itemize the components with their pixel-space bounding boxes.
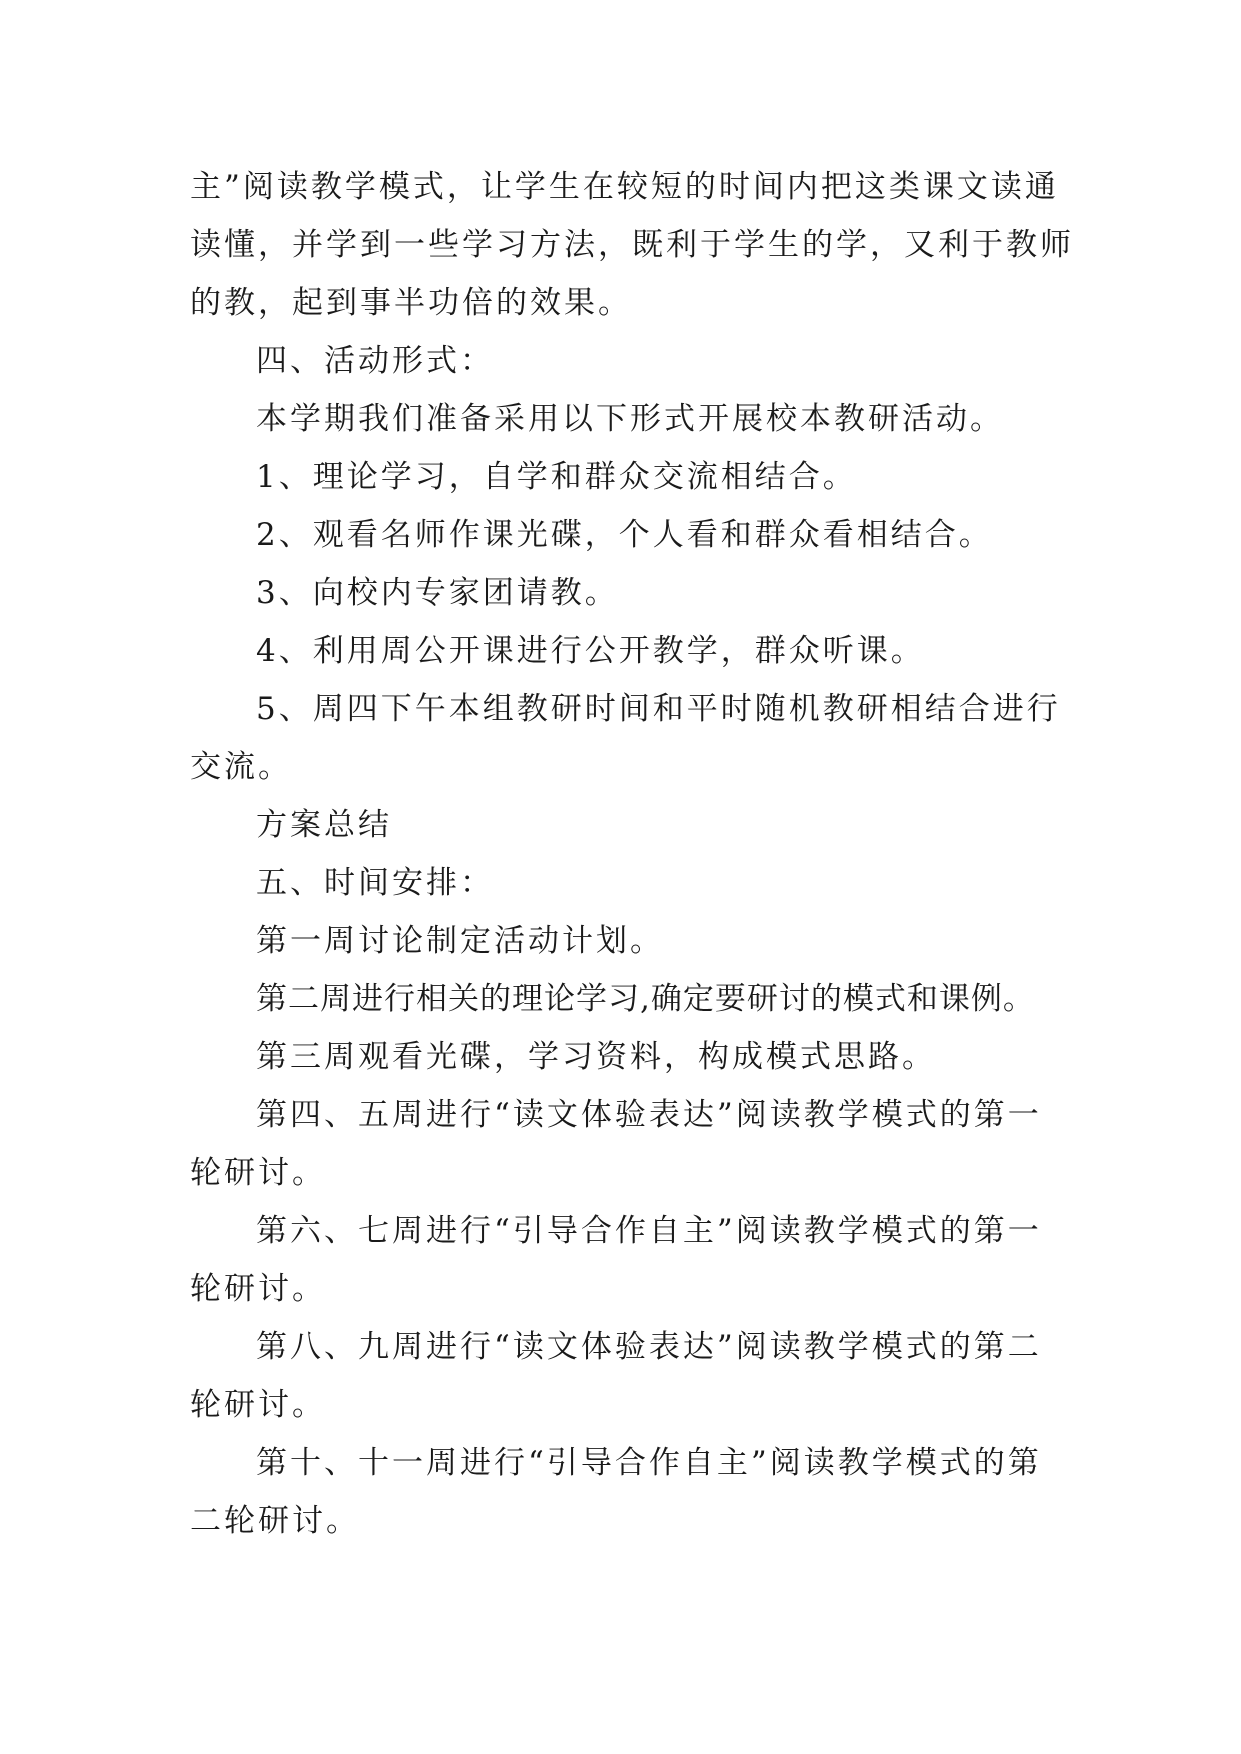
text-line: 轮研讨。 <box>190 1387 326 1423</box>
schedule-item-week-8-9 <box>190 1318 1055 1434</box>
text-line: 方案总结 <box>256 807 392 843</box>
text-line: 轮研讨。 <box>190 1271 326 1307</box>
text-line: 交流。 <box>190 749 292 785</box>
text-line: 第四、五周进行“读文体验表达”阅读教学模式的第一 <box>256 1097 1042 1133</box>
list-item-4 <box>190 622 1055 680</box>
paragraph-plan-summary <box>190 796 1055 854</box>
document-body <box>190 158 1074 1550</box>
text-line: 第六、七周进行“引导合作自主”阅读教学模式的第一 <box>256 1213 1042 1249</box>
section-heading-schedule <box>190 854 1055 912</box>
text-line: 轮研讨。 <box>190 1155 326 1191</box>
paragraph-intro <box>190 390 1055 448</box>
list-item-2 <box>190 506 1055 564</box>
text-line: 第一周讨论制定活动计划。 <box>256 923 664 959</box>
text-line: 主”阅读教学模式，让学生在较短的时间内把这类课文读通 <box>190 169 1059 205</box>
text-line: 1、理论学习，自学和群众交流相结合。 <box>256 459 857 495</box>
text-line: 3、向校内专家团请教。 <box>256 575 619 611</box>
schedule-item-week-2 <box>190 970 1055 1028</box>
text-line: 5、周四下午本组教研时间和平时随机教研相结合进行 <box>256 691 1061 727</box>
text-line: 第二周进行相关的理论学习,确定要研讨的模式和课例。 <box>256 981 1035 1017</box>
list-item-3 <box>190 564 1055 622</box>
list-item-1 <box>190 448 1055 506</box>
text-line: 本学期我们准备采用以下形式开展校本教研活动。 <box>256 401 1004 437</box>
text-line: 的教，起到事半功倍的效果。 <box>190 285 632 321</box>
text-line: 2、观看名师作课光碟，个人看和群众看相结合。 <box>256 517 993 553</box>
schedule-item-week-1 <box>190 912 1055 970</box>
schedule-item-week-3 <box>190 1028 1055 1086</box>
text-line: 第八、九周进行“读文体验表达”阅读教学模式的第二 <box>256 1329 1042 1365</box>
schedule-item-week-4-5 <box>190 1086 1055 1202</box>
text-line: 第十、十一周进行“引导合作自主”阅读教学模式的第 <box>256 1445 1042 1481</box>
text-line: 4、利用周公开课进行公开教学，群众听课。 <box>256 633 925 669</box>
text-line: 第三周观看光碟，学习资料，构成模式思路。 <box>256 1039 936 1075</box>
text-line: 二轮研讨。 <box>190 1503 360 1539</box>
paragraph-reading-mode-continued <box>190 158 1074 332</box>
list-item-5 <box>190 680 1061 796</box>
section-heading-activity-format <box>190 332 1055 390</box>
schedule-item-week-10-11 <box>190 1434 1055 1550</box>
text-line: 五、时间安排： <box>256 865 494 901</box>
text-line: 读懂，并学到一些学习方法，既利于学生的学，又利于教师 <box>190 227 1074 263</box>
schedule-item-week-6-7 <box>190 1202 1055 1318</box>
text-line: 四、活动形式： <box>256 343 494 379</box>
